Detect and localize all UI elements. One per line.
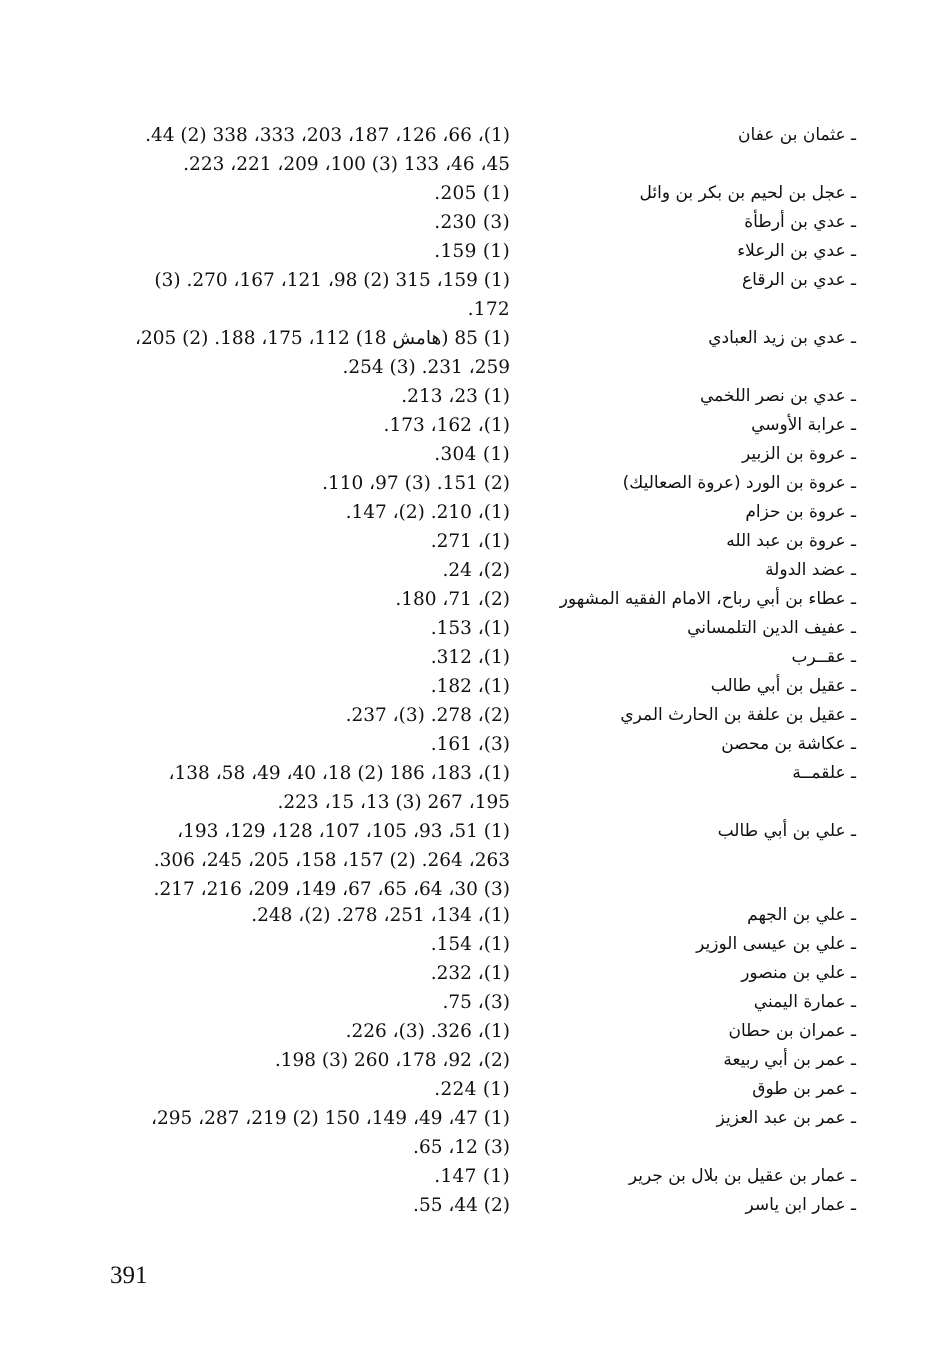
reference-line: (1) 159. — [434, 241, 510, 262]
entry-name: ـ عثمان بن عفان — [737, 125, 856, 145]
reference-line: (1)، 154. — [430, 934, 510, 955]
entry-references — [100, 930, 510, 959]
entry-references — [100, 411, 510, 440]
reference-line: (1) 85 (هامش 18) 112، 175، 188. (2) 205، — [134, 328, 510, 349]
entry-name: ـ عدي بن الرعلاء — [737, 241, 856, 261]
reference-line: (3)، 161. — [430, 734, 510, 755]
entry-references — [100, 614, 510, 643]
entry-references — [100, 208, 510, 237]
reference-line: (2)، 71، 180. — [395, 589, 510, 610]
entry-name: ـ عدي بن أرطأة — [744, 212, 856, 232]
reference-line: 195، 267 (3) 13، 15، 223. — [277, 792, 510, 813]
reference-line: (1)، 134، 251، 278. (2)، 248. — [251, 905, 510, 926]
entry-name: ـ عمر بن أبي ربيعة — [723, 1050, 856, 1070]
reference-line: (1) 304. — [434, 444, 510, 465]
reference-line: (3) 230. — [434, 212, 510, 233]
entry-references — [100, 1046, 510, 1075]
reference-line: 45، 46، 133 (3) 100، 209، 221، 223. — [183, 154, 510, 175]
reference-line: (2) 151. (3) 97، 110. — [322, 473, 510, 494]
entry-name: ـ عدي بن نصر اللخمي — [700, 386, 856, 406]
entry-name: ـ عفيف الدين التلمساني — [687, 618, 856, 638]
reference-line: (1)، 162، 173. — [383, 415, 510, 436]
entry-name: ـ عدي بن الرقاع — [742, 270, 856, 290]
reference-line: (3)، 75. — [442, 992, 510, 1013]
entry-references — [100, 266, 510, 324]
reference-line: (1) 51، 93، 105، 107، 128، 129، 193، — [177, 821, 510, 842]
entry-references — [100, 498, 510, 527]
reference-line: (1) 159، 315 (2) 98، 121، 167، 270. (3) — [154, 270, 510, 291]
reference-line: 172. — [467, 299, 510, 320]
entry-references — [100, 556, 510, 585]
entry-references — [100, 440, 510, 469]
reference-line: (2)، 92، 178، 260 (3) 198. — [274, 1050, 510, 1071]
entry-name: ـ عروة بن الورد (عروة الصعاليك) — [622, 473, 856, 493]
entry-references — [100, 324, 510, 382]
reference-line: (1)، 271. — [430, 531, 510, 552]
entry-references — [100, 701, 510, 730]
entry-name: ـ عقــرب — [791, 647, 856, 667]
reference-line: (3) 12، 65. — [413, 1137, 510, 1158]
entry-references — [100, 730, 510, 759]
entry-references — [100, 901, 510, 930]
entry-references — [100, 382, 510, 411]
entry-references — [100, 585, 510, 614]
entry-name: ـ عمران بن حطان — [728, 1021, 856, 1041]
reference-line: (2)، 278. (3)، 237. — [345, 705, 510, 726]
entry-references — [100, 1104, 510, 1162]
reference-line: (1)، 326. (3)، 226. — [345, 1021, 510, 1042]
entry-references — [100, 237, 510, 266]
reference-line: (1) 47، 49، 149، 150 (2) 219، 287، 295، — [150, 1108, 510, 1129]
entry-references — [100, 469, 510, 498]
entry-name: ـ عرابة الأوسي — [751, 415, 856, 435]
entry-references — [100, 121, 510, 179]
reference-line: (1)، 66، 126، 187، 203، 333، 338 (2) 44. — [145, 125, 510, 146]
entry-references — [100, 1191, 510, 1220]
reference-line: (1) 23، 213. — [401, 386, 510, 407]
entry-name: ـ علي بن الجهم — [747, 905, 856, 925]
entry-name: ـ علقمــة — [792, 763, 856, 783]
entry-name: ـ عمر بن طوق — [752, 1079, 856, 1099]
entry-name: ـ عمار بن عقيل بن بلال بن جرير — [628, 1166, 856, 1186]
entry-references — [100, 959, 510, 988]
reference-line: (3) 30، 64، 65، 67، 149، 209، 216، 217. — [153, 879, 510, 900]
entry-name: ـ علي بن أبي طالب — [717, 821, 856, 841]
entry-name: ـ عروة بن عبد الله — [726, 531, 856, 551]
reference-line: (1)، 183، 186 (2) 18، 40، 49، 58، 138، — [168, 763, 510, 784]
entry-name: ـ عكاشة بن محصن — [721, 734, 856, 754]
reference-line: (1) 224. — [434, 1079, 510, 1100]
entry-references — [100, 179, 510, 208]
reference-line: (1)، 210. (2)، 147. — [345, 502, 510, 523]
entry-name: ـ عمر بن عبد العزيز — [716, 1108, 856, 1128]
entry-references — [100, 817, 510, 904]
entry-name: ـ عقيل بن أبي طالب — [710, 676, 856, 696]
reference-line: (1) 147. — [434, 1166, 510, 1187]
entry-name: ـ عمار ابن ياسر — [745, 1195, 856, 1215]
entry-name: ـ عقيل بن علفة بن الحارث المري — [620, 705, 856, 725]
reference-line: (1)، 232. — [430, 963, 510, 984]
reference-line: (2)، 24. — [442, 560, 510, 581]
reference-line: (1) 205. — [434, 183, 510, 204]
entry-name: ـ عروة بن حزام — [745, 502, 856, 522]
entry-name: ـ عدي بن زيد العبادي — [708, 328, 856, 348]
reference-line: (1)، 182. — [430, 676, 510, 697]
reference-line: 259، 231. (3) 254. — [342, 357, 510, 378]
entry-name: ـ عضد الدولة — [765, 560, 856, 580]
reference-line: 263، 264. (2) 157، 158، 205، 245، 306. — [153, 850, 510, 871]
entry-references — [100, 672, 510, 701]
entry-references — [100, 988, 510, 1017]
reference-line: (2) 44، 55. — [413, 1195, 510, 1216]
entry-references — [100, 759, 510, 817]
entry-references — [100, 1162, 510, 1191]
reference-line: (1)، 153. — [430, 618, 510, 639]
entry-references — [100, 527, 510, 556]
entry-name: ـ علي بن منصور — [741, 963, 856, 983]
entry-references — [100, 1075, 510, 1104]
entry-name: ـ عجل بن لحيم بن بكر بن وائل — [639, 183, 856, 203]
entry-name: ـ عروة بن الزبير — [741, 444, 856, 464]
entry-references — [100, 643, 510, 672]
entry-name: ـ عطاء بن أبي رباح، الامام الفقيه المشهور — [559, 589, 856, 609]
page-number: 391 — [110, 1262, 148, 1289]
entry-name: ـ عمارة اليمني — [753, 992, 856, 1012]
reference-line: (1)، 312. — [430, 647, 510, 668]
entry-name: ـ علي بن عيسى الوزير — [696, 934, 856, 954]
entry-references — [100, 1017, 510, 1046]
